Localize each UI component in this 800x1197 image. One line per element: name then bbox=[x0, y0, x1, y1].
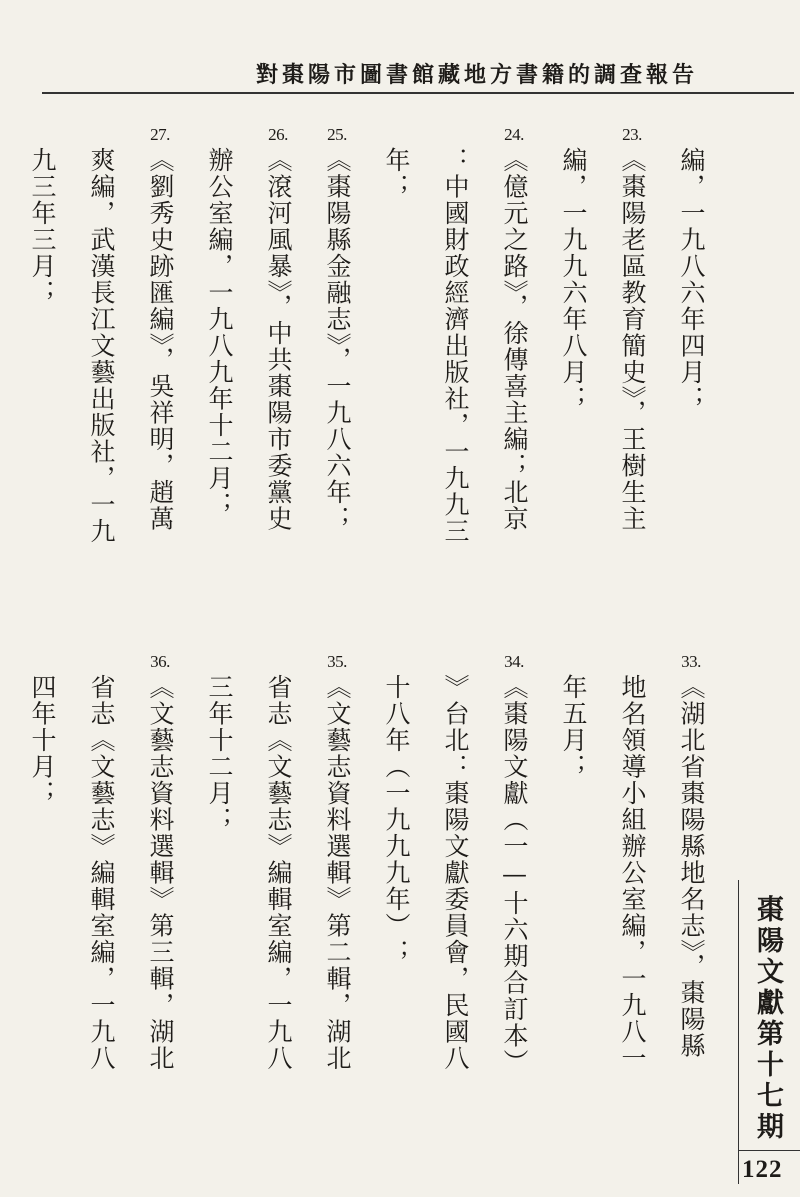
text-column bbox=[497, 125, 531, 532]
entry-number: 24. bbox=[504, 125, 524, 144]
side-horizontal-rule bbox=[738, 1150, 800, 1151]
upper-text-block bbox=[28, 125, 708, 625]
entry-text-segment: 《棗陽文獻（一—十六期合訂本） bbox=[500, 674, 529, 1076]
text-column bbox=[438, 652, 472, 1072]
entry-text-segment: 年五月； bbox=[559, 674, 588, 780]
text-column bbox=[143, 652, 177, 1072]
text-column bbox=[202, 125, 236, 518]
entry-text-segment: 爽編，武漢長江文藝出版社，一九 bbox=[87, 147, 116, 545]
entry-text-segment: 四年十月； bbox=[28, 674, 57, 807]
entry-number: 26. bbox=[268, 125, 288, 144]
text-column bbox=[497, 652, 531, 1076]
text-column bbox=[674, 125, 708, 412]
entry-text-segment: 年； bbox=[382, 147, 411, 200]
entry-text-segment: 》台北：棗陽文獻委員會，民國八 bbox=[441, 674, 470, 1072]
entry-text-segment: 編，一九九六年八月； bbox=[559, 147, 588, 412]
entry-text-segment: 《棗陽老區教育簡史》，王樹生主 bbox=[618, 147, 647, 532]
entry-text-segment: 《億元之路》，徐傳喜主編；北京 bbox=[500, 147, 529, 532]
entry-text-segment: 《劉秀史跡匯編》，吳祥明，趙萬 bbox=[146, 147, 175, 532]
text-column bbox=[25, 652, 59, 807]
entry-text-segment: 省志《文藝志》編輯室編，一九八 bbox=[264, 674, 293, 1072]
text-column bbox=[556, 652, 590, 780]
entry-text-segment: 《棗陽縣金融志》，一九八六年； bbox=[323, 147, 352, 532]
entry-text-segment: 編，一九八六年四月； bbox=[677, 147, 706, 412]
entry-text-segment: 《文藝志資料選輯》第二輯，湖北 bbox=[323, 674, 352, 1072]
text-column bbox=[320, 125, 354, 532]
entry-text-segment: ：中國財政經濟出版社，一九九三 bbox=[441, 147, 470, 545]
text-column bbox=[615, 125, 649, 532]
entry-number: 23. bbox=[622, 125, 642, 144]
text-column bbox=[202, 652, 236, 833]
entry-number: 25. bbox=[327, 125, 347, 144]
page-number: 122 bbox=[742, 1156, 783, 1183]
entry-number: 27. bbox=[150, 125, 170, 144]
text-column bbox=[379, 125, 413, 200]
header-rule bbox=[42, 92, 794, 94]
text-column bbox=[261, 652, 295, 1072]
entry-text-segment: 《滾河風暴》，中共棗陽市委黨史 bbox=[264, 147, 293, 532]
entry-text-segment: 省志《文藝志》編輯室編，一九八 bbox=[87, 674, 116, 1072]
entry-number: 35. bbox=[327, 652, 347, 671]
text-column bbox=[674, 652, 708, 1059]
entry-text-segment: 《文藝志資料選輯》第三輯，湖北 bbox=[146, 674, 175, 1072]
text-column bbox=[379, 652, 413, 966]
entry-text-segment: 三年十二月； bbox=[205, 674, 234, 833]
text-column bbox=[615, 652, 649, 1072]
text-column bbox=[84, 125, 118, 545]
lower-text-block bbox=[28, 652, 708, 1162]
text-column bbox=[438, 125, 472, 545]
entry-number: 36. bbox=[150, 652, 170, 671]
entry-number: 34. bbox=[504, 652, 524, 671]
entry-text-segment: 《湖北省棗陽縣地名志》，棗陽縣 bbox=[677, 674, 706, 1059]
entry-text-segment: 十八年（一九九九年）； bbox=[382, 674, 411, 966]
entry-text-segment: 九三年三月； bbox=[28, 147, 57, 306]
entry-number: 33. bbox=[681, 652, 701, 671]
side-vertical-rule bbox=[738, 880, 739, 1184]
journal-title: 棗陽文獻第十七期 bbox=[752, 895, 783, 1143]
text-column bbox=[25, 125, 59, 306]
running-header-title: 對棗陽市圖書館藏地方書籍的調查報告 bbox=[255, 62, 698, 88]
text-column bbox=[143, 125, 177, 532]
text-column bbox=[261, 125, 295, 532]
entry-text-segment: 辦公室編，一九八九年十二月； bbox=[205, 147, 234, 518]
text-column bbox=[556, 125, 590, 412]
text-column bbox=[320, 652, 354, 1072]
text-column bbox=[84, 652, 118, 1072]
entry-text-segment: 地名領導小組辦公室編，一九八一 bbox=[618, 674, 647, 1072]
